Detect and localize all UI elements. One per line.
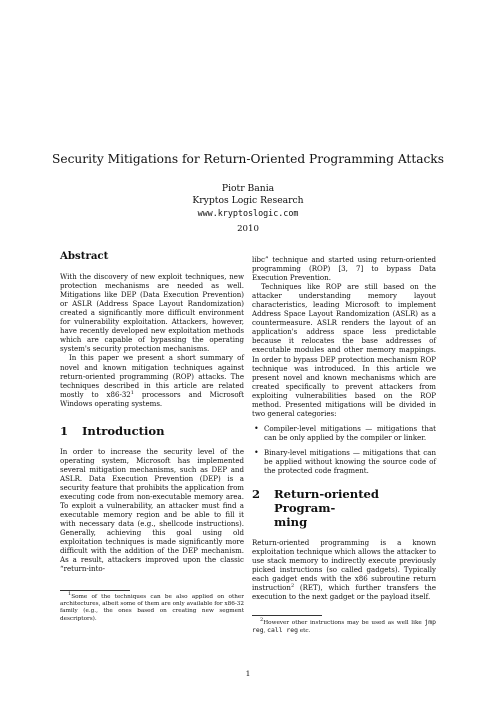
- section-2-heading: [252, 487, 436, 515]
- footnote-ref-2: 2: [290, 583, 295, 590]
- paper-title: Security Mitigations for Return-Oriented Programming Attacks: [52, 152, 444, 166]
- section-2-title-line-1: Return-oriented Program-: [274, 487, 380, 516]
- left-column: [60, 252, 244, 573]
- abstract-paragraph-2-text-end: processors and Microsoft Windows operating systems.: [60, 389, 244, 408]
- footnote-2-text-end: etc.: [297, 628, 311, 635]
- footnote-rule-right: [252, 615, 322, 616]
- right-column: [252, 255, 436, 601]
- rop-paragraph-1-text: Return-oriented programming is a known exploitation technique which allows the attacker to use stack memory to indirectly execute previously picked instructions (so called gadgets). Typically each gadget ends with the x86 subroutine return instruction: [252, 538, 436, 593]
- footnote-1-mark: 1: [68, 591, 72, 597]
- section-2-title-line-2: ming: [274, 515, 308, 530]
- author-url[interactable]: www.kryptoslogic.com: [197, 208, 299, 218]
- rop-paragraph-1-text-end: (RET), which further transfers the execution to the next gadget or the payload itself.: [252, 583, 436, 602]
- footnote-2-text: However other instructions may be used as well like: [263, 620, 425, 626]
- footnote-1: [60, 591, 244, 623]
- author-name: Piotr Bania: [221, 183, 275, 194]
- mitigation-categories-list: [252, 424, 436, 475]
- rop-paragraph-1: [252, 538, 436, 601]
- abstract-paragraph-2-text: In this paper we present a short summary of novel and known mitigation techniques against return-oriented programming (ROP) attacks. The techniques described in this article are related mostly to x86-32: [60, 353, 244, 399]
- footnote-2-code-jmp: jmp reg: [252, 618, 436, 635]
- footnote-ref-1: 1: [130, 389, 134, 396]
- page-number: 1: [245, 669, 251, 678]
- list-item: • Compiler-level mitigations — mitigations that can be only applied by the compiler or linker.: [252, 424, 436, 442]
- paper-year: 2010: [237, 224, 259, 234]
- footnote-2-code-call: call reg: [267, 626, 298, 635]
- footnote-2-separator: ,: [263, 628, 268, 635]
- introduction-paragraph-2: Techniques like ROP are still based on the attacker understanding memory layout characteristics, leading Microsoft to implement Address Space Layout Randomization (ASLR) as a countermeasure. ASLR renders the layout of an application's address space less predictable because it relocates the base addresses of executable modules and other memory mappings. In order to bypass DEP protection mechanism ROP technique was introduced. In this article we present novel and known mechanisms which are created specifically to prevent attackers from exploiting vulnerabilities based on the ROP method. Presented mitigations will be divided in two general categories:: [252, 282, 436, 418]
- abstract-paragraph-2: [60, 353, 244, 407]
- abstract-heading: Abstract: [60, 250, 109, 262]
- introduction-paragraph-1: In order to increase the security level of the operating system, Microsoft has implemented several mitigation mechanisms, such as DEP and ASLR. Data Execution Prevention (DEP) is a security feature that prohibits the application from executing code from non-executable memory area. To exploit a vulnerability, an attacker must find a executable memory region and be able to fill it with necessary data (e.g., shellcode instructions). Generally, achieving this goal using old exploitation techniques is made significantly more difficult with the addition of the DEP mechanism. As a result, attackers improved upon the classic “return-into-: [60, 446, 244, 574]
- section-2-heading-wrap: [252, 515, 436, 529]
- section-1-heading: [60, 424, 244, 438]
- section-2-number: 2: [252, 487, 261, 502]
- section-1-title: Introduction: [82, 423, 165, 438]
- footnote-2: [252, 619, 436, 635]
- section-1-number: 1: [60, 423, 69, 438]
- footnote-1-text: Some of the techniques can be also applied on other architectures, albeit some of them are only available for x86-32 family (e.g., the ones based on creating new segment descriptors).: [60, 594, 244, 622]
- author-affiliation: Kryptos Logic Research: [192, 195, 304, 206]
- list-item: • Binary-level mitigations — mitigations that can be applied without knowing the source code of the protected code fragment.: [252, 448, 436, 475]
- introduction-paragraph-1-continued: libc” technique and started using return-oriented programming (ROP) [3, 7] to bypass Data Execution Prevention.: [252, 255, 436, 283]
- footnote-2-mark: 2: [260, 617, 264, 623]
- abstract-paragraph-1: With the discovery of new exploit techniques, new protection mechanisms are needed as well. Mitigations like DEP (Data Execution Prevention) or ASLR (Address Space Layout Randomization) created a significantly more difficult environment for vulnerability exploitation. Attackers, however, have recently developed new exploitation methods which are capable of bypassing the operating system's security protection mechanisms.: [60, 272, 244, 354]
